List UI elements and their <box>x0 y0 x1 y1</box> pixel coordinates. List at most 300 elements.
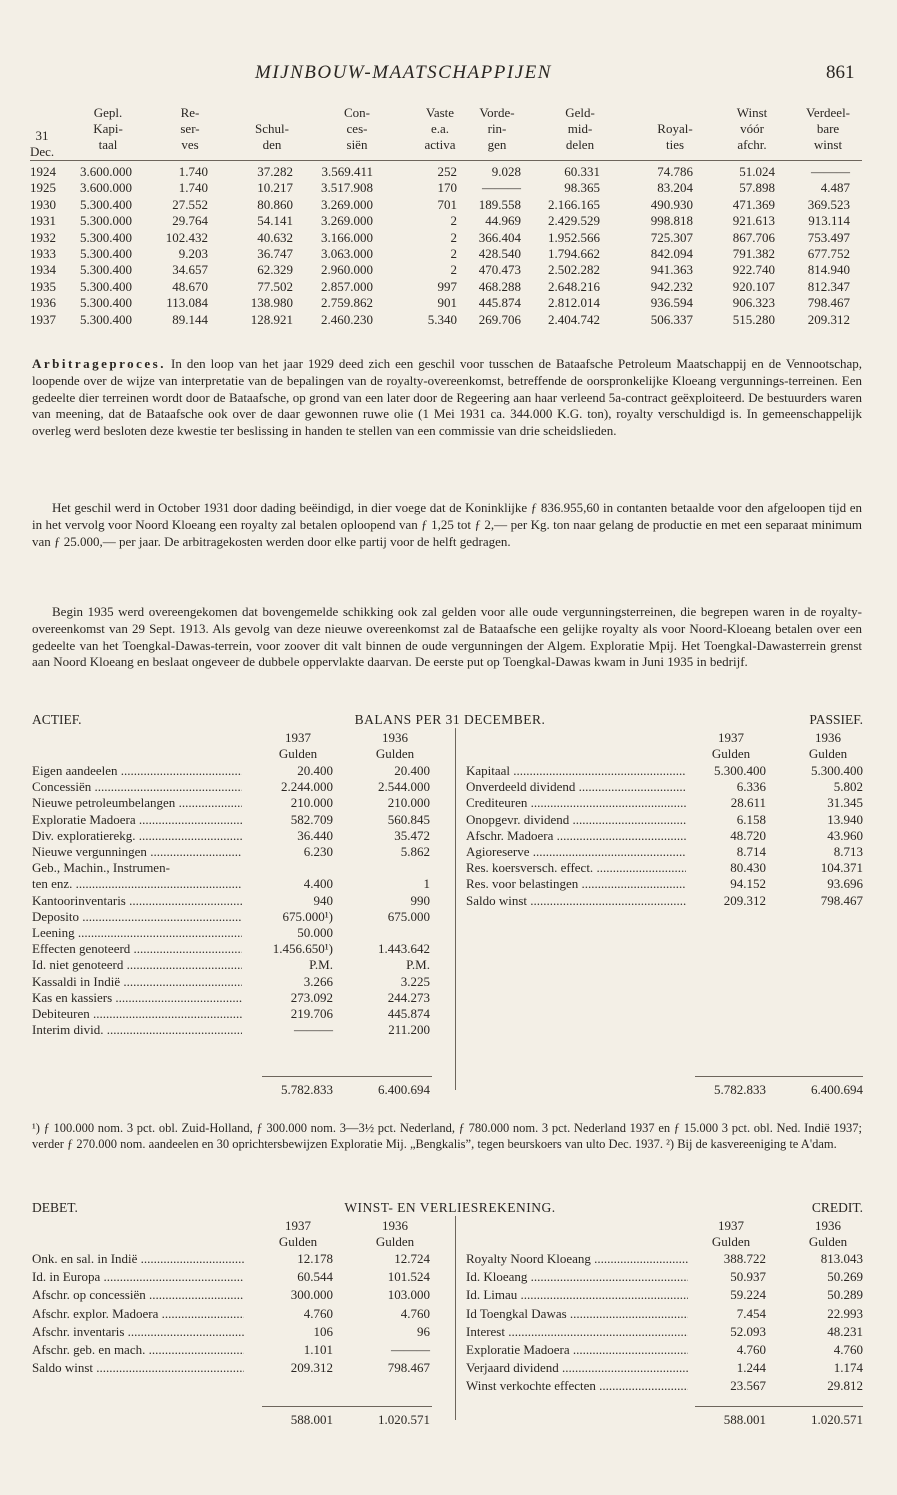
ledger-value-previous: 798.467 <box>820 892 863 908</box>
total-previous: 1.020.571 <box>378 1412 430 1427</box>
ledger-value-current: 6.230 <box>303 844 333 859</box>
column-header: Dec. <box>30 144 55 159</box>
table-cell: 80.860 <box>257 196 293 212</box>
table-cell: 74.786 <box>657 164 693 179</box>
ledger-value-previous: 445.874 <box>387 1006 430 1021</box>
ledger-label: Saldo winst ..... <box>32 1360 244 1376</box>
year-cell: 1924 <box>30 164 56 179</box>
ledger-value-previous: 3.225 <box>400 973 430 989</box>
table-cell: 936.594 <box>650 295 693 311</box>
year-cell: 1933 <box>30 246 56 261</box>
ledger-value-current: 59.224 <box>730 1287 766 1303</box>
year-cell: 1932 <box>30 229 56 245</box>
ledger-label: Onopgevr. dividend ..... <box>466 812 686 828</box>
column-header: ties <box>665 137 685 152</box>
ledger-value-previous: 8.713 <box>833 844 863 859</box>
column-divider <box>455 1216 456 1420</box>
table-cell: 920.107 <box>732 278 775 294</box>
table-cell: 3.517.908 <box>321 180 373 196</box>
ledger-value-current: 52.093 <box>730 1323 766 1339</box>
ledger-label: Id. in Europa ..... <box>32 1269 244 1285</box>
ledger-value-previous: 103.000 <box>387 1287 430 1303</box>
table-cell: ——— <box>482 180 521 196</box>
table-cell: 5.300.400 <box>80 196 132 212</box>
column-header: ces- <box>346 121 368 136</box>
year-header: 1936 <box>815 1218 841 1233</box>
table-cell: 906.323 <box>732 295 775 311</box>
ledger-value-previous: 12.724 <box>394 1251 430 1266</box>
ledger-value-previous: 5.300.400 <box>811 763 863 778</box>
table-cell: ——— <box>811 164 850 179</box>
table-cell: 5.300.400 <box>80 262 132 278</box>
ledger-value-current: 12.178 <box>297 1251 333 1266</box>
column-header: Winst <box>736 105 768 120</box>
ledger-label: Exploratie Madoera ..... <box>32 812 242 828</box>
unit-header: Gulden <box>711 1234 751 1249</box>
column-header: Geld- <box>565 105 595 120</box>
ledger-label: Kantoorinventaris ..... <box>32 893 242 909</box>
ledger-value-current: 5.300.400 <box>714 763 766 778</box>
column-header: Vorde- <box>479 105 515 120</box>
unit-header: Gulden <box>808 746 848 761</box>
ledger-value-current: 7.454 <box>736 1305 766 1321</box>
table-cell: 37.282 <box>257 164 293 179</box>
ledger-label: Leening ..... <box>32 925 242 941</box>
table-cell: 2 <box>450 213 457 229</box>
ledger-value-previous: 1.443.642 <box>378 941 430 957</box>
table-cell: 471.369 <box>732 196 775 212</box>
ledger-label: Res. koersversch. effect. ..... <box>466 860 686 876</box>
ledger-label: Afschr. Madoera ..... <box>466 828 686 844</box>
ledger-value-current: 210.000 <box>290 795 333 811</box>
total-current: 588.001 <box>290 1412 333 1427</box>
ledger-label: Kapitaal ..... <box>466 763 686 779</box>
table-cell: 5.300.400 <box>80 311 132 327</box>
ledger-value-current: 28.611 <box>730 795 766 811</box>
ledger-value-current: 106 <box>313 1323 333 1339</box>
table-cell: 29.764 <box>172 213 208 229</box>
ledger-value-previous: 4.760 <box>833 1342 863 1357</box>
year-cell: 1925 <box>30 180 56 196</box>
running-title: MIJNBOUW-MAATSCHAPPIJEN <box>255 62 552 83</box>
table-cell: 54.141 <box>257 213 293 229</box>
table-cell: 3.600.000 <box>80 164 132 179</box>
ledger-value-previous: 798.467 <box>387 1360 430 1376</box>
table-cell: 2.429.529 <box>548 213 600 229</box>
ledger-value-previous: 675.000 <box>387 908 430 924</box>
ledger-label: Geb., Machin., Instrumen- <box>32 860 170 876</box>
ledger-label: Royalty Noord Kloeang ..... <box>466 1251 688 1267</box>
table-cell: 677.752 <box>807 246 850 261</box>
ledger-value-previous: 101.524 <box>387 1269 430 1285</box>
ledger-value-current: 4.760 <box>303 1305 333 1321</box>
ledger-value-current: 48.720 <box>730 827 766 843</box>
column-header: taal <box>98 137 118 152</box>
section-right-heading: PASSIEF. <box>809 712 863 727</box>
year-header: 1936 <box>382 730 408 745</box>
table-cell: 842.094 <box>650 246 693 261</box>
unit-header: Gulden <box>278 746 318 761</box>
table-cell: 36.747 <box>257 246 293 261</box>
table-cell: 5.300.000 <box>80 213 132 229</box>
unit-header: Gulden <box>375 1234 415 1249</box>
ledger-value-previous: 210.000 <box>387 795 430 811</box>
table-cell: 98.365 <box>564 180 600 196</box>
ledger-label: Agioreserve ..... <box>466 844 686 860</box>
column-header: bare <box>816 121 840 136</box>
unit-header: Gulden <box>808 1234 848 1249</box>
table-cell: 3.063.000 <box>321 246 373 261</box>
table-cell: 506.337 <box>650 311 693 327</box>
ledger-value-current: 2.244.000 <box>281 779 333 795</box>
unit-header: Gulden <box>278 1234 318 1249</box>
ledger-label: Debiteuren ..... <box>32 1006 242 1022</box>
ledger-value-previous: 104.371 <box>820 860 863 876</box>
year-cell: 1930 <box>30 196 56 212</box>
ledger-value-previous: 35.472 <box>394 827 430 843</box>
ledger-value-previous: 43.960 <box>827 827 863 843</box>
ledger-value-current: 94.152 <box>730 876 766 892</box>
ledger-value-current: 50.937 <box>730 1269 766 1285</box>
table-cell: 428.540 <box>478 246 521 261</box>
table-cell: 34.657 <box>172 262 208 278</box>
table-cell: 701 <box>437 196 457 212</box>
section-title: WINST- EN VERLIESREKENING. <box>344 1200 556 1215</box>
ledger-value-previous: 813.043 <box>820 1251 863 1266</box>
section-title: BALANS PER 31 DECEMBER. <box>354 712 546 727</box>
ledger-label: Winst verkochte effecten ..... <box>466 1378 688 1394</box>
ledger-value-previous: 211.200 <box>388 1022 430 1038</box>
total-current: 5.782.833 <box>714 1082 766 1097</box>
table-cell: 998.818 <box>650 213 693 229</box>
table-cell: 725.307 <box>650 229 693 245</box>
ledger-value-current: 1.456.650¹) <box>272 941 333 957</box>
table-cell: 51.024 <box>739 164 775 179</box>
table-cell: 5.300.400 <box>80 278 132 294</box>
column-divider <box>455 728 456 1090</box>
ledger-label: Saldo winst ..... <box>466 893 686 909</box>
column-header: Re- <box>180 105 200 120</box>
section-left-heading: DEBET. <box>32 1200 78 1215</box>
table-cell: 814.940 <box>807 262 850 278</box>
ledger-label: Kassaldi in Indië ..... <box>32 974 242 990</box>
ledger-label: Crediteuren ..... <box>466 795 686 811</box>
total-rule <box>262 1406 432 1407</box>
table-cell: 57.898 <box>739 180 775 196</box>
table-cell: 2.404.742 <box>548 311 600 327</box>
ledger-value-previous: 2.544.000 <box>378 779 430 795</box>
year-cell: 1931 <box>30 213 56 229</box>
ledger-value-current: 80.430 <box>730 860 766 876</box>
ledger-value-previous: 244.273 <box>387 989 430 1005</box>
total-current: 5.782.833 <box>281 1082 333 1097</box>
table-cell: 5.300.400 <box>80 295 132 311</box>
total-previous: 6.400.694 <box>811 1082 863 1097</box>
ledger-value-previous: 31.345 <box>827 795 863 811</box>
table-cell: 5.300.400 <box>80 229 132 245</box>
table-cell: 5.300.400 <box>80 246 132 261</box>
ledger-value-previous: 93.696 <box>827 876 863 892</box>
table-cell: 77.502 <box>257 278 293 294</box>
column-header: Verdeel- <box>805 105 851 120</box>
year-header: 1937 <box>285 1218 311 1233</box>
table-cell: 1.794.662 <box>548 246 600 261</box>
table-cell: 997 <box>437 278 457 294</box>
year-cell: 1934 <box>30 262 56 278</box>
column-header: ves <box>181 137 199 152</box>
year-header: 1936 <box>815 730 841 745</box>
table-cell: 913.114 <box>808 213 850 229</box>
total-rule <box>262 1076 432 1077</box>
ledger-value-previous: 1.174 <box>833 1360 863 1376</box>
table-cell: 922.740 <box>732 262 775 278</box>
table-cell: 189.558 <box>478 196 521 212</box>
ledger-value-previous: 48.231 <box>827 1323 863 1339</box>
paragraph-arbitrage <box>32 356 862 440</box>
table-cell: 113.084 <box>166 295 208 311</box>
ledger-value-previous: 990 <box>410 892 430 908</box>
table-cell: 867.706 <box>732 229 775 245</box>
total-current: 588.001 <box>723 1412 766 1427</box>
column-header: ser- <box>180 121 200 136</box>
column-header: Royal- <box>657 121 693 136</box>
table-cell: 44.969 <box>485 213 521 229</box>
table-cell: 490.930 <box>650 196 693 212</box>
column-header: mid- <box>567 121 593 136</box>
ledger-label: Interest ..... <box>466 1324 688 1340</box>
ledger-label: Onk. en sal. in Indië ..... <box>32 1251 244 1267</box>
column-header: gen <box>487 137 507 152</box>
ledger-label: Interim divid. ..... <box>32 1022 242 1038</box>
year-header: 1937 <box>285 730 311 745</box>
total-rule <box>695 1406 863 1407</box>
ledger-value-previous: 560.845 <box>387 811 430 827</box>
table-cell: 791.382 <box>732 246 775 261</box>
column-header: Kapi- <box>93 121 123 136</box>
year-header: 1937 <box>718 730 744 745</box>
ledger-value-previous: 20.400 <box>394 763 430 778</box>
ledger-value-previous: 1 <box>423 876 430 892</box>
ledger-value-previous: 5.862 <box>400 844 430 859</box>
ledger-label: Effecten genoteerd ..... <box>32 941 242 957</box>
ledger-value-current: 6.336 <box>736 779 766 795</box>
table-cell: 3.269.000 <box>321 213 373 229</box>
ledger-value-current: 219.706 <box>290 1006 333 1021</box>
table-cell: 3.600.000 <box>80 180 132 196</box>
column-header: Con- <box>344 105 370 120</box>
table-cell: 27.552 <box>172 196 208 212</box>
column-header: activa <box>424 137 456 152</box>
ledger-label: Onverdeeld dividend ..... <box>466 779 686 795</box>
table-cell: 445.874 <box>478 295 521 311</box>
ledger-value-previous: 96 <box>417 1323 430 1339</box>
ledger-value-previous: 50.289 <box>827 1287 863 1303</box>
table-cell: 812.347 <box>807 278 850 294</box>
table-cell: 2.960.000 <box>321 262 373 278</box>
table-cell: 128.921 <box>250 311 293 327</box>
paragraph-agreement-1935: Begin 1935 werd overeengekomen dat bovengemelde schikking ook zal gelden voor alle oude vergunningsterreinen, die begrepen waren in de royalty-overeenkomst van 29 Sept. 1913. Als gevolg van deze nieuwe overeenkomst zal de Bataafsche een gelijke royalty als voor Noord-Kloeang betalen over een gedeelte van het Toengkal-Dawas-terrein, voor zoover dit valt binnen de oude vergunningen der Algem. Exploratie Mpij. Het Toengkal-Dawasterrein grenst aan Noord Kloeang en beslaat ongeveer de dubbele oppervlakte daarvan. De eerste put op Toengkal-Dawas kwam in Juni 1935 in bedrijf. <box>32 604 862 670</box>
ledger-label: Nieuwe vergunningen ..... <box>32 844 242 860</box>
ledger-label: Concessiën ..... <box>32 779 242 795</box>
ledger-value-current: 4.760 <box>736 1342 766 1357</box>
ledger-value-current: 8.714 <box>736 844 766 859</box>
table-cell: 2.166.165 <box>548 196 600 212</box>
ledger-value-previous: ——— <box>391 1342 430 1357</box>
ledger-value-current: 582.709 <box>290 811 333 827</box>
table-cell: 170 <box>437 180 457 196</box>
ledger-value-current: 20.400 <box>297 763 333 778</box>
ledger-value-current: 60.544 <box>297 1269 333 1285</box>
ledger-value-current: 6.158 <box>736 811 766 827</box>
ledger-value-current: 675.000¹) <box>282 908 333 924</box>
column-header: rin- <box>487 121 507 136</box>
unit-header: Gulden <box>711 746 751 761</box>
column-header: winst <box>813 137 843 152</box>
paragraph-lead: Arbitrageproces. <box>32 356 166 371</box>
paragraph-settlement: Het geschil werd in October 1931 door dading beëindigd, in dier voege dat de Koninklijke ƒ 836.955,60 in contanten betaalde voor den afgeloopen tijd en in het vervolg voor Noord Kloeang een royalty zal betalen oploopend van ƒ 1,25 tot ƒ 2,— per Kg. ton naar gelang de productie en met een separaat minimum van ƒ 25.000,— per jaar. De arbitragekosten werden door elke partij voor de helft gedragen. <box>32 500 862 549</box>
ledger-value-current: P.M. <box>309 957 333 973</box>
ledger-label: Id. niet genoteerd ..... <box>32 957 242 973</box>
ledger-value-previous: 5.802 <box>833 779 863 795</box>
ledger-value-current: 1.101 <box>303 1342 333 1357</box>
table-cell: 62.329 <box>257 262 293 278</box>
footnote: ¹) ƒ 100.000 nom. 3 pct. obl. Zuid-Holland, ƒ 300.000 nom. 3—3½ pct. Nederland, ƒ 780.000 nom. 3 pct. Nederland 1937 en ƒ 15.000 3 pct. obl. Ned. Indië 1937; verder ƒ 270.000 nom. aandeelen en 30 oprichtersbewijzen Exploratie Mij. „Bengkalis”, tegen beurskoers van ulto Dec. 1937. ²) Bij de kasvereeniging te A'dam. <box>32 1121 862 1151</box>
table-cell: 40.632 <box>257 229 293 245</box>
table-cell: 60.331 <box>564 164 600 179</box>
table-cell: 901 <box>437 295 457 311</box>
ledger-value-current: 209.312 <box>290 1360 333 1376</box>
ledger-label: Id Toengkal Dawas ..... <box>466 1306 688 1322</box>
table-cell: 48.670 <box>172 278 208 294</box>
column-header: Schul- <box>255 121 289 136</box>
table-cell: 1.952.566 <box>548 229 600 245</box>
table-cell: 921.613 <box>732 213 775 229</box>
column-header: siën <box>346 137 368 152</box>
column-header: 31 <box>35 128 49 143</box>
ledger-label: Eigen aandeelen ..... <box>32 763 242 779</box>
ledger-value-previous: 22.993 <box>827 1305 863 1321</box>
table-cell: 1.740 <box>178 180 208 196</box>
ledger-value-current: 3.266 <box>303 973 333 989</box>
table-cell: 2.460.230 <box>321 311 373 327</box>
total-previous: 1.020.571 <box>811 1412 863 1427</box>
table-cell: 9.028 <box>491 164 521 179</box>
ledger-label: Deposito ..... <box>32 909 242 925</box>
table-cell: 83.204 <box>657 180 693 196</box>
column-header: delen <box>565 137 595 152</box>
ledger-label: Id. Limau ..... <box>466 1287 688 1303</box>
ledger-label: Id. Kloeang ..... <box>466 1269 688 1285</box>
ledger-label: Kas en kassiers ..... <box>32 990 242 1006</box>
year-header: 1937 <box>718 1218 744 1233</box>
ledger-label: Afschr. inventaris ..... <box>32 1324 244 1340</box>
year-header: 1936 <box>382 1218 408 1233</box>
ledger-value-current: ——— <box>294 1022 333 1038</box>
table-cell: 269.706 <box>478 311 521 327</box>
table-cell: 3.569.411 <box>321 164 373 179</box>
table-cell: 468.288 <box>478 278 521 294</box>
column-header: Vaste <box>425 105 455 120</box>
ledger-value-current: 940 <box>313 892 333 908</box>
ledger-value-current: 23.567 <box>730 1378 766 1394</box>
ledger-label: Verjaard dividend ..... <box>466 1360 688 1376</box>
table-cell: 753.497 <box>807 229 850 245</box>
table-cell: 209.312 <box>807 311 850 327</box>
year-cell: 1937 <box>30 311 56 327</box>
ledger-label: Afschr. geb. en mach. ..... <box>32 1342 244 1358</box>
ledger-label: Afschr. op concessiën ..... <box>32 1287 244 1303</box>
table-cell: 2 <box>450 229 457 245</box>
unit-header: Gulden <box>375 746 415 761</box>
page-number: 861 <box>826 62 855 83</box>
section-right-heading: CREDIT. <box>811 1200 863 1215</box>
ledger-label: Nieuwe petroleumbelangen ..... <box>32 795 242 811</box>
table-cell: 1.740 <box>178 164 208 179</box>
table-cell: 2.812.014 <box>548 295 600 311</box>
year-cell: 1935 <box>30 278 56 294</box>
table-cell: 10.217 <box>257 180 293 196</box>
ledger-value-current: 209.312 <box>723 892 766 908</box>
ledger-value-current: 273.092 <box>290 989 333 1005</box>
column-header: afchr. <box>737 137 767 152</box>
column-header: den <box>262 137 282 152</box>
table-cell: 2.857.000 <box>321 278 373 294</box>
ledger-value-current: 4.400 <box>303 876 333 892</box>
table-cell: 9.203 <box>178 246 208 261</box>
table-cell: 942.232 <box>650 278 693 294</box>
table-cell: 369.523 <box>807 196 850 212</box>
ledger-label: Exploratie Madoera ..... <box>466 1342 688 1358</box>
table-cell: 470.473 <box>478 262 521 278</box>
ledger-value-previous: 29.812 <box>827 1378 863 1394</box>
total-previous: 6.400.694 <box>378 1082 430 1097</box>
ledger-value-current: 36.440 <box>297 827 333 843</box>
total-rule <box>695 1076 863 1077</box>
table-cell: 2 <box>450 246 457 261</box>
table-cell: 941.363 <box>650 262 693 278</box>
table-cell: 2.502.282 <box>548 262 600 278</box>
table-cell: 3.269.000 <box>321 196 373 212</box>
ledger-value-current: 50.000 <box>297 925 333 940</box>
column-header: e.a. <box>430 121 450 136</box>
table-cell: 2.648.216 <box>548 278 600 294</box>
table-cell: 2.759.862 <box>321 295 373 311</box>
table-cell: 89.144 <box>172 311 208 327</box>
ledger-value-current: 388.722 <box>723 1251 766 1266</box>
header-rule <box>30 160 862 161</box>
paragraph-body: In den loop van het jaar 1929 deed zich een geschil voor tusschen de Bataafsche Petroleum Maatschappij en de Vennootschap, loopende over de wijze van interpretatie van de bepalingen van de royalty-overeenkomst, betreffende de oorspronkelijke Kloeang vergunnings-terreinen. Een gedeelte dier terreinen wordt door de Bataafsche, op grond van een later door de Regeering aan haar verleend 5a-contract geëxploiteerd. De bestuurders waren van meening, dat de Bataafsche ook over de daar gewonnen ruwe olie (1 Mei 1931 ca. 344.000 K.G. ton), royalty verschuldigd is. In gemeenschappelijk overleg werd besloten deze kwestie ter beslissing in handen te stellen van een commissie van drie scheidslieden. <box>32 356 862 439</box>
ledger-label: Afschr. explor. Madoera ..... <box>32 1306 244 1322</box>
ledger-value-current: 300.000 <box>290 1287 333 1303</box>
ledger-label: Res. voor belastingen ..... <box>466 876 686 892</box>
year-cell: 1936 <box>30 295 56 311</box>
table-cell: 3.166.000 <box>321 229 373 245</box>
table-cell: 4.487 <box>820 180 850 196</box>
table-cell: 5.340 <box>427 311 457 327</box>
section-left-heading: ACTIEF. <box>32 712 82 727</box>
column-header: vóór <box>740 121 764 136</box>
ledger-label: ten enz. ..... <box>32 876 242 892</box>
table-cell: 2 <box>450 262 457 278</box>
ledger-value-previous: 13.940 <box>827 811 863 827</box>
table-cell: 366.404 <box>478 229 521 245</box>
ledger-value-previous: 50.269 <box>827 1269 863 1285</box>
table-cell: 252 <box>437 164 457 179</box>
ledger-value-current: 1.244 <box>736 1360 766 1376</box>
ledger-value-previous: P.M. <box>406 957 430 973</box>
table-cell: 798.467 <box>807 295 850 311</box>
ledger-label: Div. exploratierekg. ..... <box>32 828 242 844</box>
